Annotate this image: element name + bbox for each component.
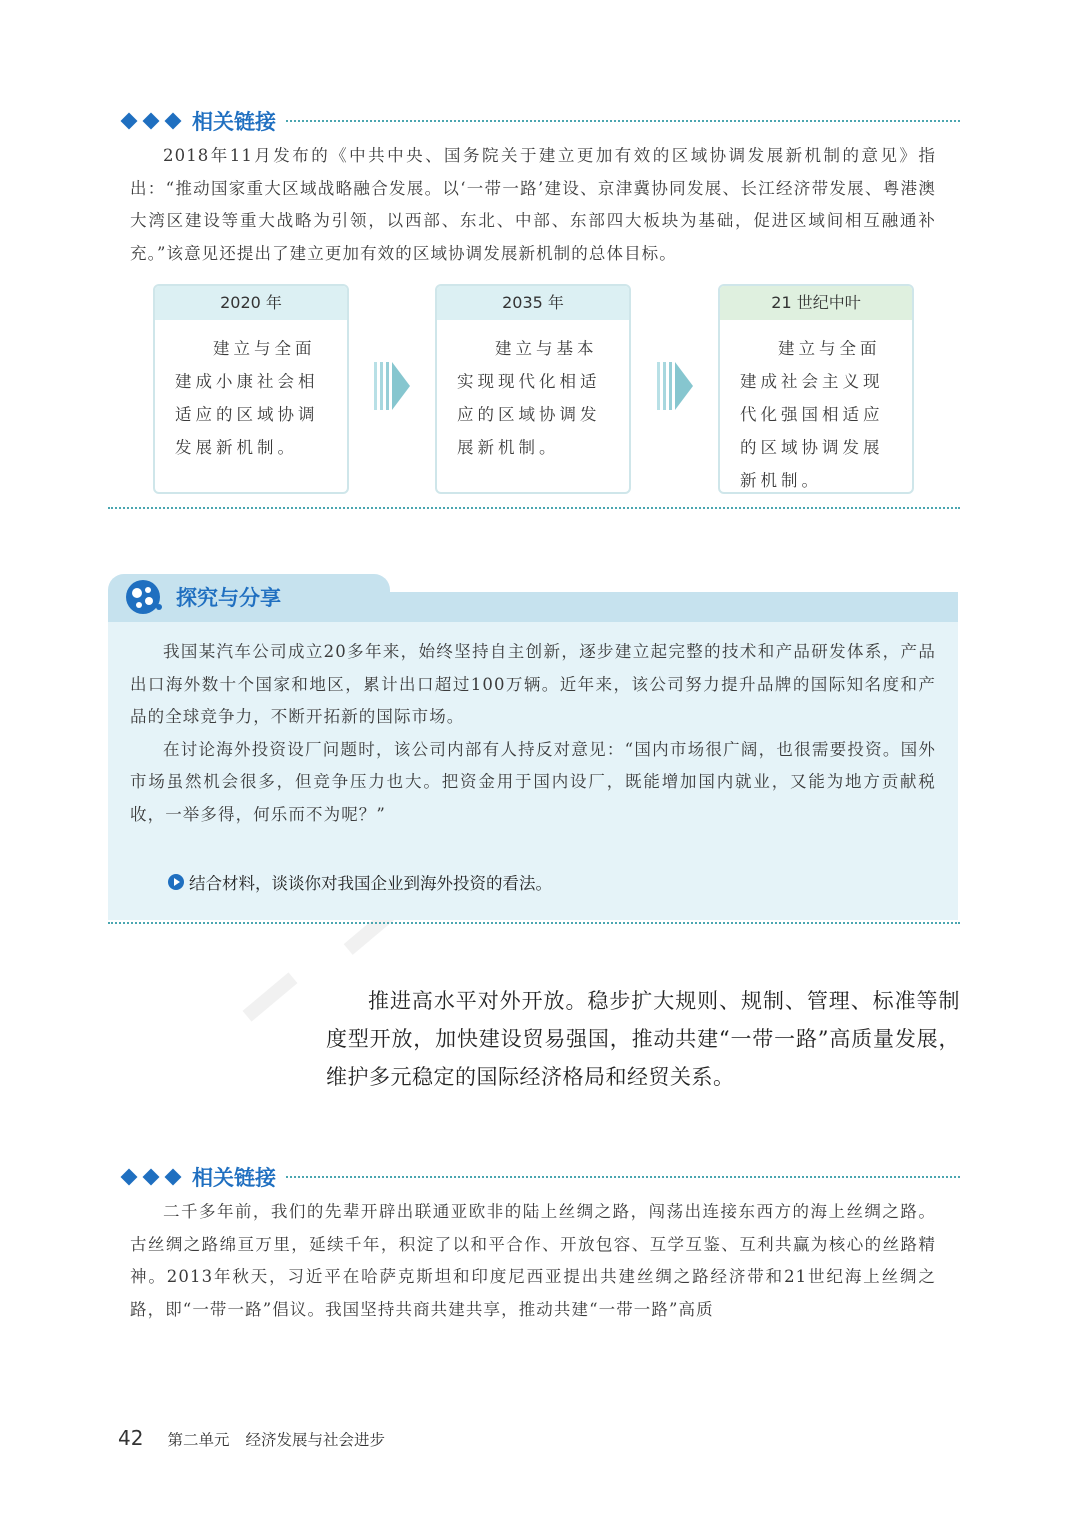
timeline-line: 建成社会主义现 xyxy=(740,372,884,391)
diamond-icon xyxy=(165,113,182,130)
paragraph: 我国某汽车公司成立20多年来，始终坚持自主创新，逐步建立起完整的技术和产品研发体系，产品出口海外数十个国家和地区，累计出口超过100万辆。近年来，该公司努力提升品牌的国际知名度和产品的全球竞争力，不断开拓新的国际市场。 xyxy=(130,642,936,727)
diamond-icon xyxy=(165,1169,182,1186)
play-icon xyxy=(168,874,184,890)
related-link-header xyxy=(120,1162,960,1192)
inquiry-title: 探究与分享 xyxy=(176,586,281,610)
diamond-icon xyxy=(121,1169,138,1186)
timeline-line: 建立与全面 xyxy=(778,339,881,358)
timeline-year: 2020 年 xyxy=(155,286,347,320)
timeline-year: 2035 年 xyxy=(437,286,629,320)
timeline-line: 展新机制。 xyxy=(457,438,560,457)
timeline-line: 应的区域协调发 xyxy=(457,405,601,424)
section-title: 相关链接 xyxy=(192,1166,276,1190)
diamond-icon xyxy=(143,1169,160,1186)
timeline-line: 代化强国相适应 xyxy=(740,405,884,424)
timeline-box-2020 xyxy=(153,284,349,494)
section-divider xyxy=(108,922,960,924)
related-link-paragraph xyxy=(130,140,936,270)
dotted-line xyxy=(286,1176,960,1178)
timeline-line: 建成小康社会相 xyxy=(175,372,319,391)
inquiry-icon xyxy=(124,578,162,616)
timeline-line: 实现现代化相适 xyxy=(457,372,601,391)
section-divider xyxy=(108,507,960,509)
paragraph: 推进高水平对外开放。稳步扩大规则、规制、管理、标准等制度型开放，加快建设贸易强国，推动共建“一带一路”高质量发展，维护多元稳定的国际经济格局和经贸关系。 xyxy=(326,989,960,1089)
main-paragraph xyxy=(326,982,960,1096)
timeline-line: 新机制。 xyxy=(740,471,822,490)
dotted-line xyxy=(286,120,960,122)
timeline-line: 的区域协调发展 xyxy=(740,438,884,457)
diamond-icons xyxy=(120,115,182,127)
arrow-right-icon xyxy=(657,362,693,410)
diamond-icon xyxy=(121,113,138,130)
section-title: 相关链接 xyxy=(192,110,276,134)
page-number: 42 xyxy=(118,1426,144,1450)
paragraph: 二千多年前，我们的先辈开辟出联通亚欧非的陆上丝绸之路，闯荡出连接东西方的海上丝绸之路。古丝绸之路绵亘万里，延续千年，积淀了以和平合作、开放包容、互学互鉴、互利共赢为核心的丝路精神。2013年秋天，习近平在哈萨克斯坦和印度尼西亚提出共建丝绸之路经济带和21世纪海上丝绸之路，即“一带一路”倡议。我国坚持共商共建共享，推动共建“一带一路”高质 xyxy=(130,1202,936,1319)
related-link-paragraph xyxy=(130,1196,936,1326)
paragraph: 在讨论海外投资设厂问题时，该公司内部有人持反对意见：“国内市场很广阔，也很需要投资。国外市场虽然机会很多，但竞争压力也大。把资金用于国内设厂，既能增加国内就业，又能为地方贡献税收，一举多得，何乐而不为呢？” xyxy=(130,739,936,824)
related-link-header xyxy=(120,106,960,136)
timeline-year: 21 世纪中叶 xyxy=(720,286,912,320)
timeline-box-mid-century xyxy=(718,284,914,494)
page-footer xyxy=(118,1426,385,1450)
timeline-box-2035 xyxy=(435,284,631,494)
unit-title: 经济发展与社会进步 xyxy=(245,1431,385,1449)
timeline-line: 建立与全面 xyxy=(213,339,316,358)
arrow-right-icon xyxy=(374,362,410,410)
diamond-icon xyxy=(143,113,160,130)
timeline-line: 建立与基本 xyxy=(495,339,598,358)
timeline-line: 发展新机制。 xyxy=(175,438,298,457)
unit-label: 第二单元 xyxy=(167,1431,230,1449)
paragraph: 2018年11月发布的《中共中央、国务院关于建立更加有效的区域协调发展新机制的意见》指出：“推动国家重大区域战略融合发展。以‘一带一路’建设、京津冀协同发展、长江经济带发展、粤港澳大湾区建设等重大战略为引领，以西部、东北、中部、东部四大板块为基础，促进区域间相互融通补充。”该意见还提出了建立更加有效的区域协调发展新机制的总体目标。 xyxy=(130,146,936,263)
inquiry-question xyxy=(168,870,552,894)
diamond-icons xyxy=(120,1171,182,1183)
timeline-text xyxy=(720,320,912,497)
timeline-text xyxy=(437,320,629,464)
timeline-line: 适应的区域协调 xyxy=(175,405,319,424)
inquiry-text xyxy=(130,636,936,832)
question-text: 结合材料，谈谈你对我国企业到海外投资的看法。 xyxy=(189,874,552,893)
timeline-text xyxy=(155,320,347,464)
